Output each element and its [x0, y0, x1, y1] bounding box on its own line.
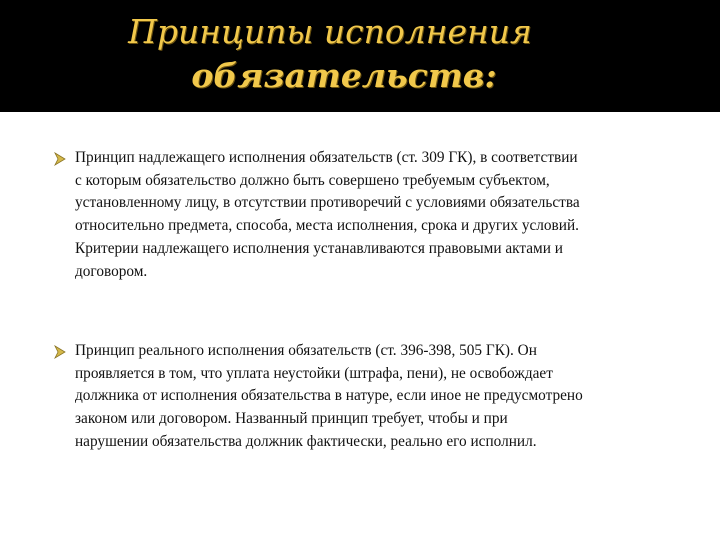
slide-title-line-1: Принципы исполнения	[128, 12, 532, 51]
arrow-bullet-icon	[52, 344, 68, 360]
bullet-paragraph-1: Принцип надлежащего исполнения обязательств (ст. 309 ГК), в соответствии с которым обязательство должно быть совершено требуемым субъектом, установленному лицу, в отсутствии противоречий с условиями обязательства относительно предмета, способа, места исполнения, срока и других условий. Критерии надлежащего исполнения устанавливаются правовыми актами и договором.	[75, 149, 580, 280]
slide-title-line-2: обязательств:	[191, 56, 497, 95]
title-band	[0, 0, 720, 112]
bullet-paragraph-2: Принцип реального исполнения обязательств (ст. 396-398, 505 ГК). Он проявляется в том, что уплата неустойки (штрафа, пени), не освобождает должника от исполнения обязательства в натуре, если иное не предусмотрено законом или договором. Названный принцип требует, чтобы и при нарушении обязательства должник фактически, реально его исполнил.	[75, 342, 583, 450]
arrow-bullet-icon	[52, 151, 68, 167]
